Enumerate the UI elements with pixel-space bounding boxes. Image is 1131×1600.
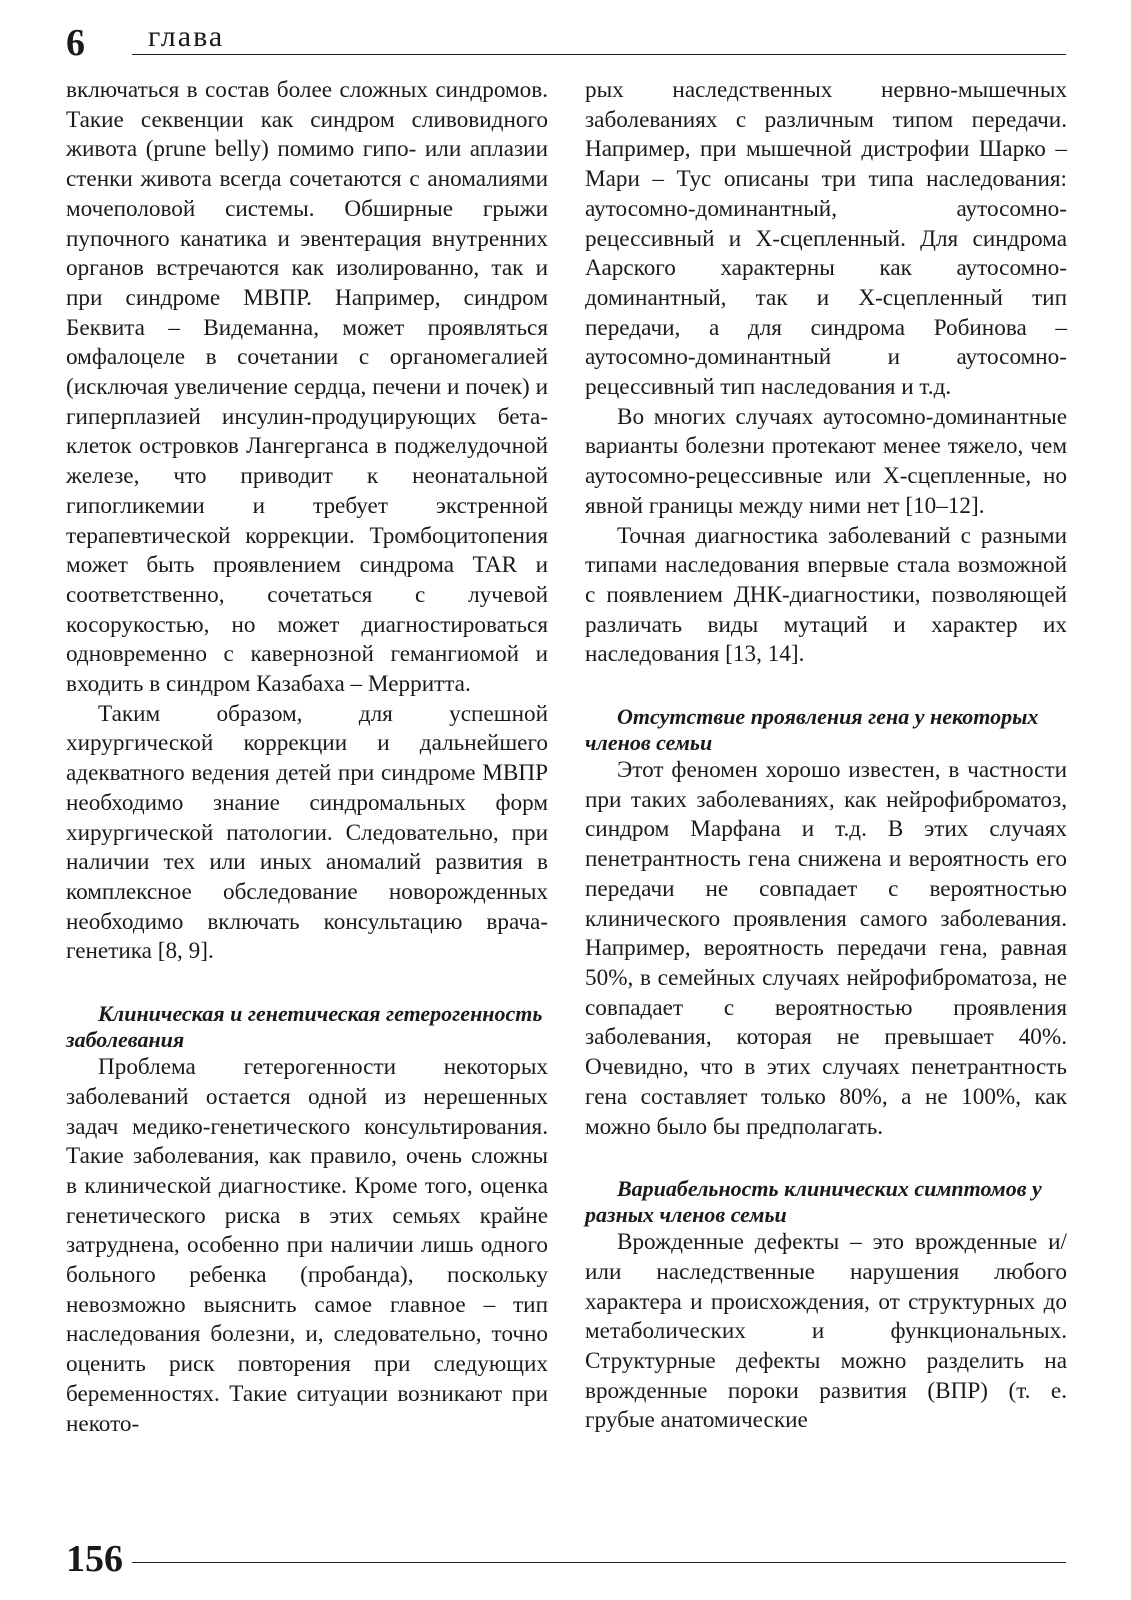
page-number: 156	[66, 1538, 123, 1580]
left-column	[66, 76, 548, 1439]
paragraph: Проблема гетерогенности некоторых заболеваний остается одной из нерешенных задач медико-генетического консультирования. Такие заболевания, как правило, очень сложны в клинической диагностике. Кроме того, оценка генетического риска в этих семьях крайне затруднена, особенно при наличии лишь одного больного ребенка (пробанда), поскольку невозможно выяснить самое главное – тип наследования болезни, и, следовательно, точно оценить риск повторения при следующих беременностях. Такие ситуации возникают при некото-	[66, 1054, 548, 1437]
chapter-label: глава	[148, 20, 225, 53]
section-heading: Клиническая и генетическая гетерогенность заболевания	[66, 1001, 543, 1053]
paragraph: Точная диагностика заболеваний с разными типами наследования впервые стала возможной с появлением ДНК-диагностики, позволяющей различать виды мутаций и характер их наследования [13, 14].	[585, 522, 1067, 668]
paragraph: Врожденные дефекты – это врожденные и/или наследственные нарушения любого характера и происхождения, от структурных до метаболических и функциональных. Структурные дефекты можно разделить на врожденные пороки развития (ВПР) (т. е. грубые анатомические	[585, 1229, 1067, 1434]
page-header	[66, 14, 1066, 64]
footer-rule	[132, 1562, 1066, 1563]
page-footer	[66, 1540, 1066, 1590]
header-rule	[132, 54, 1066, 55]
section-heading: Вариабельность клинических симптомов у разных членов семьи	[585, 1176, 1042, 1228]
paragraph: рых наследственных нервно-мышечных заболеваниях с различным типом передачи. Например, при мышечной дистрофии Шарко – Мари – Тус описаны три типа наследования: аутосомно-доминантный, аутосомно-рецессивный и Х-сцепленный. Для синдрома Аарского характерны как аутосомно-доминантный, так и Х-сцепленный тип передачи, а для синдрома Робинова – аутосомно-доминантный и аутосомно-рецессивный тип наследования и т.д.	[585, 77, 1067, 401]
paragraph: включаться в состав более сложных синдромов. Такие секвенции как синдром сливовидного живота (prune belly) помимо гипо- или аплазии стенки живота всегда сочетаются с аномалиями мочеполовой системы. Обширные грыжи пупочного канатика и эвентерация внутренних органов встречаются как изолированно, так и при синдроме МВПР. Например, синдром Беквита – Видеманна, может проявляться омфалоцеле в сочетании с органомегалией (исключая увеличение сердца, печени и почек) и гиперплазией инсулин-продуцирующих бета-клеток островков Лангерганса в поджелудочной железе, что приводит к неонатальной гипогликемии и требует экстренной терапевтической коррекции. Тромбоцитопения может быть проявлением синдрома TAR и соответственно, сочетаться с лучевой косорукостью, но может диагностироваться одновременно с кавернозной гемангиомой и входить в синдром Казабаха – Мерритта.	[66, 77, 548, 698]
paragraph: Таким образом, для успешной хирургической коррекции и дальнейшего адекватного ведения детей при синдроме МВПР необходимо знание синдромальных форм хирургической патологии. Следовательно, при наличии тех или иных аномалий развития в комплексное обследование новорожденных необходимо включать консультацию врача-генетика [8, 9].	[66, 700, 548, 965]
paragraph: Во многих случаях аутосомно-доминантные варианты болезни протекают менее тяжело, чем аутосомно-рецессивные или Х-сцепленные, но явной границы между ними нет [10–12].	[585, 403, 1067, 519]
chapter-number: 6	[66, 22, 85, 64]
right-column	[585, 76, 1067, 1436]
paragraph: Этот феномен хорошо известен, в частности при таких заболеваниях, как нейрофиброматоз, синдром Марфана и т.д. В этих случаях пенетрантность гена снижена и вероятность его передачи не совпадает с вероятностью клинического проявления самого заболевания. Например, вероятность передачи гена, равная 50%, в семейных случаях нейрофиброматоза, не совпадает с вероятностью проявления заболевания, которая не превышает 40%. Очевидно, что в этих случаях пенетрантность гена составляет только 80%, а не 100%, как можно было бы предполагать.	[585, 757, 1067, 1140]
section-heading: Отсутствие проявления гена у некоторых членов семьи	[585, 704, 1039, 756]
